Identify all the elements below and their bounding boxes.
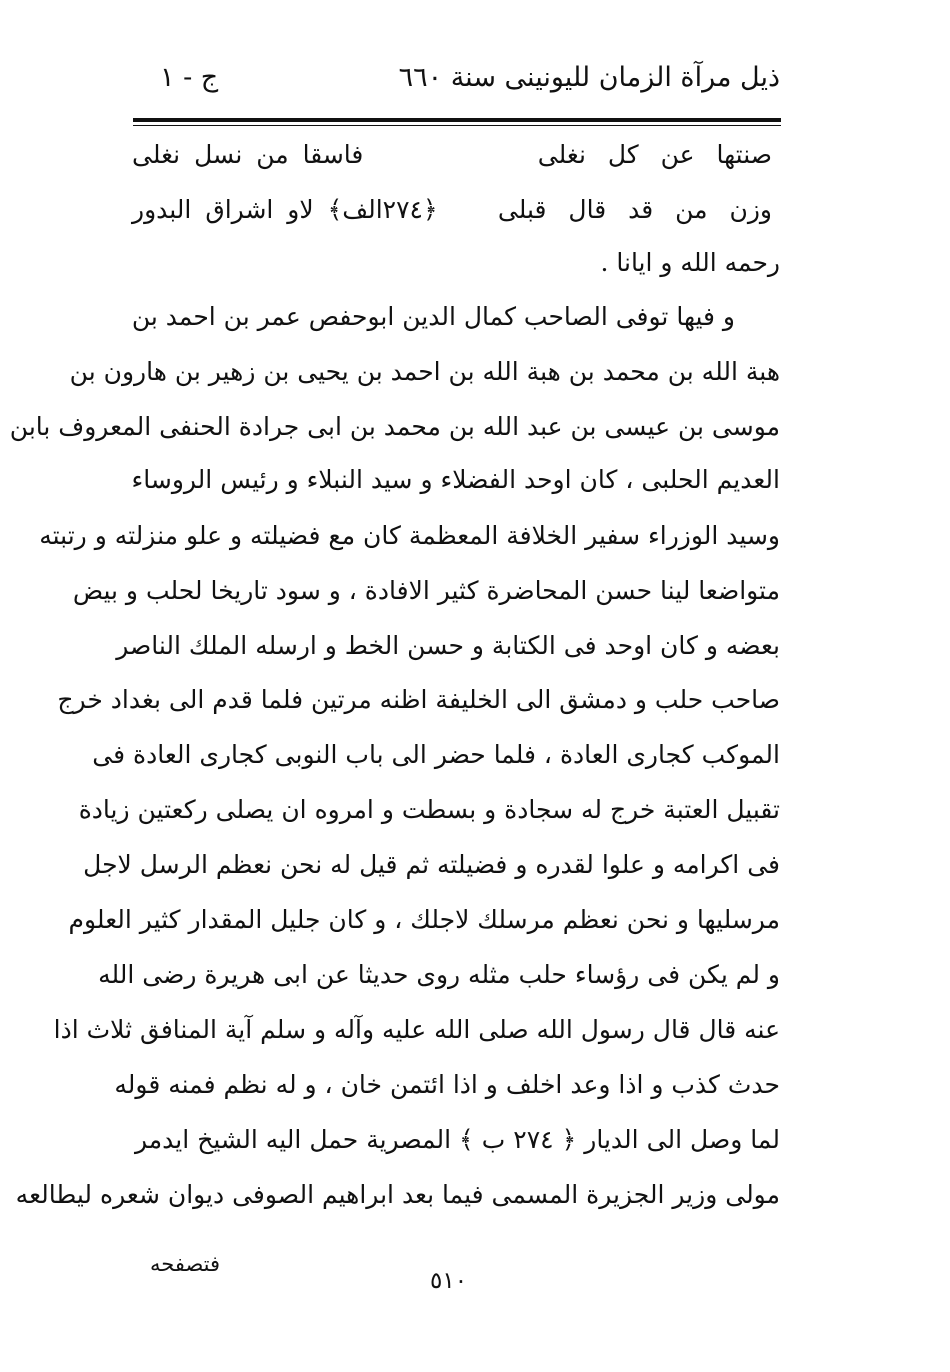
verse-2-hemistich-1: وزن من قد قال قبلى [497, 195, 772, 224]
text-line-5: العديم الحلبى ، كان اوحد الفضلاء و سيد النبلاء و رئيس الروساء [131, 465, 780, 494]
text-line-12: فى اكرامه و علوا لقدره و فضيلته ثم قيل له نحن نعظم الرسل لاجل [83, 850, 780, 879]
text-line-7: متواضعا لينا حسن المحاضرة كثير الافادة ، و سود تاريخا لحلب و بيض [72, 576, 780, 605]
page-number: ٥١٠ [430, 1268, 468, 1294]
text-line-15: عنه قال قال رسول الله صلى الله عليه وآله و سلم آية المنافق ثلاث اذا [53, 1015, 780, 1044]
verse-2-hemistich-2: ﴿٢٧٤الف﴾ لاو اشراق البدور [132, 195, 438, 224]
header-rule-thin [133, 125, 781, 126]
verse-1-hemistich-2: فاسقا من نسل نغلى [132, 140, 364, 169]
text-line-8: بعضه و كان اوحد فى الكتابة و حسن الخط و ارسله الملك الناصر [116, 631, 780, 660]
text-line-14: و لم يكن فى رؤساء حلب مثله روى حديثا عن ابى هريرة رضى الله [98, 960, 780, 989]
verse-1-hemistich-1: صنتها عن كل نغلى [537, 140, 772, 169]
verse-line-1 [132, 140, 772, 180]
text-line-18: مولى وزير الجزيرة المسمى فيما بعد ابراهيم الصوفى ديوان شعره ليطالعه [15, 1180, 780, 1209]
text-line-3: هبة الله بن محمد بن هبة الله بن احمد بن يحيى بن زهير بن هارون بن [69, 357, 780, 386]
volume-number: ج - ١ [160, 62, 219, 93]
text-line-4: موسى بن عيسى بن عبد الله بن محمد بن ابى جرادة الحنفى المعروف بابن [9, 412, 780, 441]
header-rule-thick [133, 118, 781, 122]
text-line-16: حدث كذب و اذا وعد اخلف و اذا ائتمن خان ، و له نظم فمنه قوله [114, 1070, 780, 1099]
text-line-11: تقبيل العتبة خرج له سجادة و بسطت و امروه ان يصلى ركعتين زيادة [78, 795, 780, 824]
text-line-6: وسيد الوزراء سفير الخلافة المعظمة كان مع فضيلته و علو منزلته و رتبته [39, 521, 780, 550]
running-header [130, 62, 780, 106]
text-line-17: لما وصل الى الديار ﴿ ٢٧٤ ب ﴾ المصرية حمل اليه الشيخ ايدمر [135, 1125, 780, 1154]
verse-line-2 [132, 195, 772, 235]
text-line-9: صاحب حلب و دمشق الى الخليفة اظنه مرتين فلما قدم الى بغداد خرج [57, 685, 780, 714]
header-title: ذيل مرآة الزمان لليونينى سنة ٦٦٠ [398, 62, 780, 93]
catchword: فتصفحه [150, 1252, 221, 1276]
text-line-2: و فيها توفى الصاحب كمال الدين ابوحفص عمر بن احمد بن [131, 302, 735, 331]
text-line-10: الموكب كجارى العادة ، فلما حضر الى باب النوبى كجارى العادة فى [92, 740, 780, 769]
text-line-1: رحمه الله و ايانا . [600, 248, 780, 277]
text-line-13: مرسليها و نحن نعظم مرسلك لاجلك ، و كان جليل المقدار كثير العلوم [68, 905, 780, 934]
